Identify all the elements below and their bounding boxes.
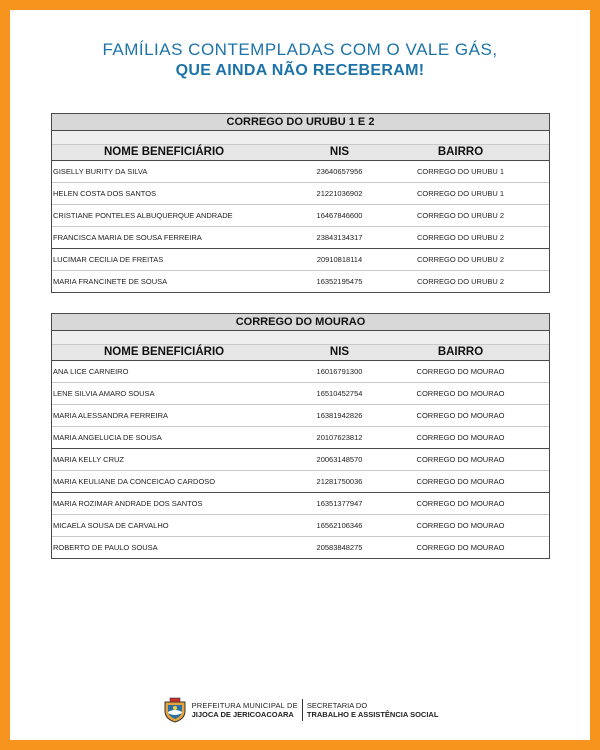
cell-name: MARIA KELLY CRUZ bbox=[53, 455, 124, 464]
cell-name: LENE SILVIA AMARO SOUSA bbox=[53, 389, 155, 398]
table-title: CORREGO DO MOURAO bbox=[52, 314, 549, 331]
page-footer bbox=[10, 695, 590, 725]
cell-name: MARIA ANGELUCIA DE SOUSA bbox=[53, 433, 162, 442]
cell-name: MARIA FRANCINETE DE SOUSA bbox=[53, 277, 168, 286]
cell-nis: 16381942826 bbox=[316, 411, 363, 420]
cell-bairro: CORREGO DO URUBU 2 bbox=[416, 233, 505, 242]
cell-name: ANA LICE CARNEIRO bbox=[53, 367, 129, 376]
page-frame bbox=[10, 10, 590, 740]
municipal-crest-icon bbox=[162, 697, 188, 723]
table-corrego-urubu bbox=[51, 113, 550, 293]
cell-bairro: CORREGO DO URUBU 2 bbox=[416, 211, 505, 220]
prefeitura-line-1: PREFEITURA MUNICIPAL DE bbox=[191, 701, 298, 710]
secretaria-wordmark bbox=[307, 701, 439, 719]
cell-bairro: CORREGO DO MOURAO bbox=[416, 455, 505, 464]
table-spacer bbox=[52, 331, 549, 345]
cell-name: MARIA KEULIANE DA CONCEICAO CARDOSO bbox=[53, 477, 216, 486]
table-header-row bbox=[52, 145, 549, 161]
cell-nis: 20910818114 bbox=[316, 255, 363, 264]
cell-nis: 16510452754 bbox=[316, 389, 363, 398]
table-row bbox=[52, 383, 549, 405]
cell-name: MARIA ALESSANDRA FERREIRA bbox=[53, 411, 169, 420]
column-header-name: NOME BENEFICIÁRIO bbox=[104, 346, 225, 358]
cell-name: ROBERTO DE PAULO SOUSA bbox=[53, 543, 158, 552]
cell-nis: 21281750036 bbox=[316, 477, 363, 486]
table-row bbox=[52, 271, 549, 292]
cell-nis: 16351377947 bbox=[316, 499, 363, 508]
cell-bairro: CORREGO DO MOURAO bbox=[416, 367, 505, 376]
cell-bairro: CORREGO DO MOURAO bbox=[416, 433, 505, 442]
table-row bbox=[52, 205, 549, 227]
table-row bbox=[52, 515, 549, 537]
column-header-nis: NIS bbox=[329, 146, 350, 158]
table-row bbox=[52, 183, 549, 205]
cell-nis: 16352195475 bbox=[316, 277, 363, 286]
table-row bbox=[52, 449, 549, 471]
column-header-bairro: BAIRRO bbox=[437, 146, 484, 158]
cell-nis: 16562106346 bbox=[316, 521, 363, 530]
table-row bbox=[52, 227, 549, 249]
table-header-row bbox=[52, 345, 549, 361]
header-line-1: FAMÍLIAS CONTEMPLADAS COM O VALE GÁS, bbox=[102, 40, 498, 59]
cell-bairro: CORREGO DO URUBU 2 bbox=[416, 277, 505, 286]
table-corrego-mourao bbox=[51, 313, 550, 559]
cell-bairro: CORREGO DO MOURAO bbox=[416, 411, 505, 420]
table-row bbox=[52, 427, 549, 449]
cell-nis: 20107623812 bbox=[316, 433, 363, 442]
column-header-bairro: BAIRRO bbox=[437, 346, 484, 358]
cell-name: FRANCISCA MARIA DE SOUSA FERREIRA bbox=[53, 233, 202, 242]
table-row bbox=[52, 361, 549, 383]
cell-bairro: CORREGO DO URUBU 2 bbox=[416, 255, 505, 264]
table-row bbox=[52, 493, 549, 515]
cell-bairro: CORREGO DO MOURAO bbox=[416, 543, 505, 552]
prefeitura-wordmark bbox=[192, 701, 298, 719]
secretaria-line-2: TRABALHO E ASSISTÊNCIA SOCIAL bbox=[306, 710, 439, 719]
cell-nis: 20063148570 bbox=[316, 455, 363, 464]
cell-nis: 16467846600 bbox=[316, 211, 363, 220]
table-row bbox=[52, 405, 549, 427]
cell-nis: 23843134317 bbox=[316, 233, 363, 242]
table-row bbox=[52, 249, 549, 271]
cell-name: GISELLY BURITY DA SILVA bbox=[53, 167, 148, 176]
table-row bbox=[52, 537, 549, 558]
column-header-nis: NIS bbox=[329, 346, 350, 358]
secretaria-line-1: SECRETARIA DO bbox=[306, 701, 368, 710]
cell-name: MARIA ROZIMAR ANDRADE DOS SANTOS bbox=[53, 499, 203, 508]
footer-divider bbox=[302, 699, 303, 721]
cell-bairro: CORREGO DO MOURAO bbox=[416, 389, 505, 398]
cell-bairro: CORREGO DO MOURAO bbox=[416, 521, 505, 530]
table-title: CORREGO DO URUBU 1 E 2 bbox=[52, 114, 549, 131]
header-line-2: QUE AINDA NÃO RECEBERAM! bbox=[175, 62, 425, 79]
cell-bairro: CORREGO DO MOURAO bbox=[416, 499, 505, 508]
cell-nis: 20583848275 bbox=[316, 543, 363, 552]
cell-name: LUCIMAR CECILIA DE FREITAS bbox=[53, 255, 164, 264]
cell-name: MICAELA SOUSA DE CARVALHO bbox=[53, 521, 169, 530]
table-row bbox=[52, 471, 549, 493]
cell-nis: 23640657956 bbox=[316, 167, 363, 176]
page-header bbox=[10, 40, 590, 82]
cell-nis: 21221036902 bbox=[316, 189, 363, 198]
cell-bairro: CORREGO DO URUBU 1 bbox=[416, 167, 505, 176]
cell-bairro: CORREGO DO MOURAO bbox=[416, 477, 505, 486]
table-spacer bbox=[52, 131, 549, 145]
table-row bbox=[52, 161, 549, 183]
prefeitura-line-2: JIJOCA DE JERICOACOARA bbox=[191, 710, 294, 719]
cell-name: HELEN COSTA DOS SANTOS bbox=[53, 189, 157, 198]
cell-bairro: CORREGO DO URUBU 1 bbox=[416, 189, 505, 198]
cell-name: CRISTIANE PONTELES ALBUQUERQUE ANDRADE bbox=[53, 211, 233, 220]
column-header-name: NOME BENEFICIÁRIO bbox=[104, 146, 225, 158]
cell-nis: 16016791300 bbox=[316, 367, 363, 376]
